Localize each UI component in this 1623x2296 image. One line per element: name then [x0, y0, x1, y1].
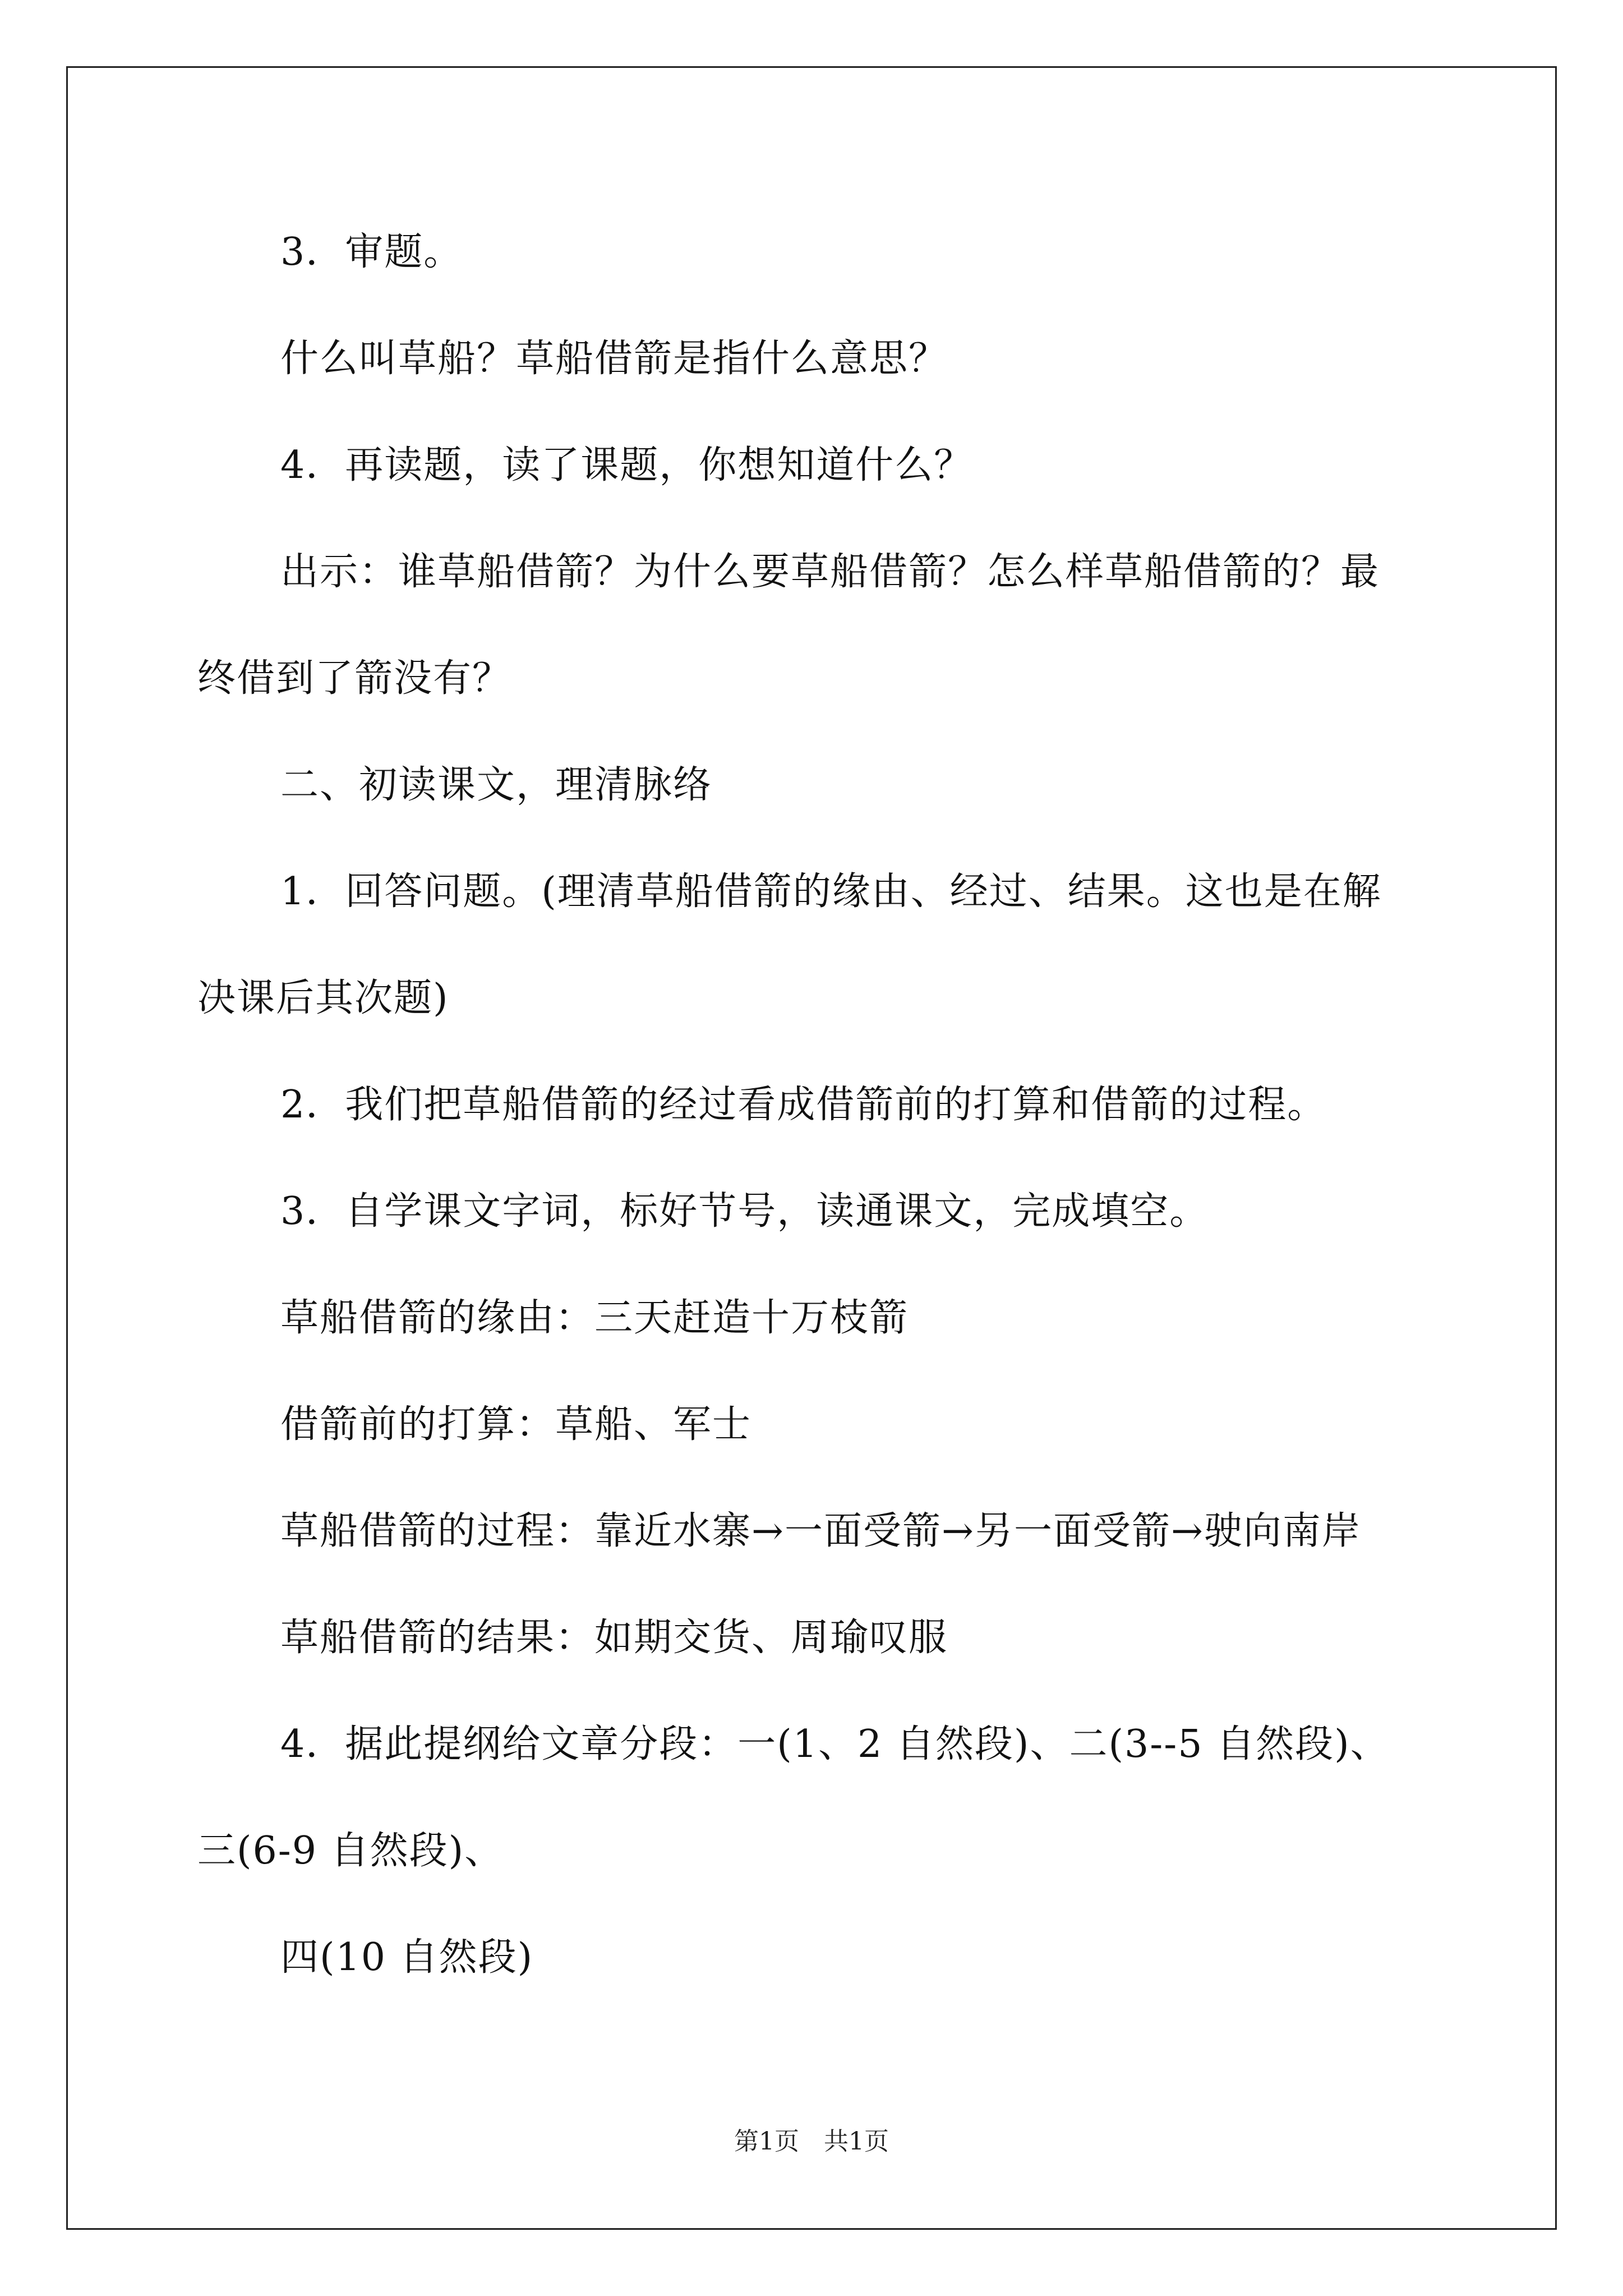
text-line-15: 4．据此提纲给文章分段：一(1、2 自然段)、二(3--5 自然段)、 — [280, 1722, 1390, 1766]
text-line-5: 终借到了箭没有？ — [197, 656, 512, 701]
text-line-10: 3．自学课文字词，标好节号，读通课文，完成填空。 — [280, 1189, 1209, 1234]
text-line-13: 草船借箭的过程：靠近水寨→一面受箭→另一面受箭→驶向南岸 — [280, 1509, 1361, 1553]
text-line-12: 借箭前的打算：草船、军士 — [280, 1402, 752, 1447]
text-line-16: 三(6-9 自然段)、 — [197, 1829, 504, 1873]
text-line-17: 四(10 自然段) — [280, 1935, 534, 1980]
text-line-14: 草船借箭的结果：如期交货、周瑜叹服 — [280, 1616, 948, 1660]
page-border — [66, 66, 1557, 2230]
text-line-3: 4．再读题，读了课题，你想知道什么？ — [280, 443, 974, 487]
text-line-1: 3．审题。 — [280, 230, 463, 274]
text-line-4: 出示：谁草船借箭？为什么要草船借箭？怎么样草船借箭的？最 — [280, 550, 1380, 594]
page-footer: 第1页 共1页 — [734, 2127, 889, 2156]
text-line-11: 草船借箭的缘由：三天赶造十万枝箭 — [280, 1296, 909, 1340]
text-line-7: 1．回答问题。(理清草船借箭的缘由、经过、结果。这也是在解 — [280, 869, 1382, 914]
section-heading: 二、初读课文，理清脉络 — [280, 763, 713, 807]
text-line-9: 2．我们把草船借箭的经过看成借箭前的打算和借箭的过程。 — [280, 1083, 1327, 1127]
text-line-8: 决课后其次题) — [197, 976, 449, 1020]
text-line-2: 什么叫草船？草船借箭是指什么意思？ — [280, 337, 948, 381]
